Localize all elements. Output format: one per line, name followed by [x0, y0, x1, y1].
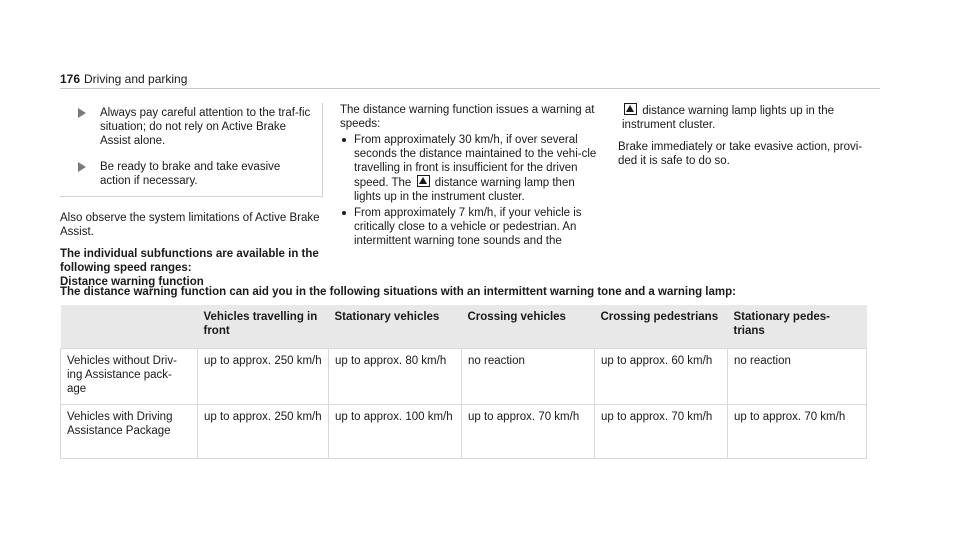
table-cell: up to approx. 70 km/h — [462, 405, 595, 459]
table-cell: no reaction — [462, 349, 595, 405]
table-header-cell: Crossing vehicles — [462, 305, 595, 349]
note-text: Always pay careful attention to the traf-fic situation; do not rely on Active Brake Assist alone. — [100, 107, 311, 147]
table-cell: up to approx. 80 km/h — [329, 349, 462, 405]
table-header-cell: Stationary pedes-trians — [728, 305, 867, 349]
table-header-cell: Vehicles travelling in front — [198, 305, 329, 349]
lamp-text-para — [618, 103, 880, 132]
list-item — [340, 206, 602, 248]
table-caption: The distance warning function can aid you in the following situations with an intermittent warning tone and a warning lamp: — [60, 286, 736, 298]
triangle-arrow-icon — [78, 162, 86, 172]
header-divider — [60, 88, 880, 89]
table-header-cell: Crossing pedestrians — [595, 305, 728, 349]
brake-text: Brake immediately or take evasive action, provi-ded it is safe to do so. — [618, 141, 863, 167]
table-cell: up to approx. 70 km/h — [595, 405, 728, 459]
lamp-text: distance warning lamp lights up in the instrument cluster. — [622, 105, 834, 131]
table-cell: Vehicles without Driv-ing Assistance pack-age — [61, 349, 198, 405]
triangle-arrow-icon — [78, 108, 86, 118]
table-header-row — [61, 305, 867, 349]
column-2 — [340, 103, 602, 250]
distance-warning-lamp-icon — [417, 175, 430, 187]
bullet-text: From approximately 30 km/h, if over several seconds the distance maintained to the vehi-cle travelling in front is insufficient for the driven speed. The — [354, 134, 597, 189]
distance-warning-lamp-icon — [624, 103, 637, 115]
table-cell: up to approx. 70 km/h — [728, 405, 867, 459]
observe-text: Also observe the system limitations of Active Brake Assist. — [60, 212, 320, 238]
section-title: Driving and parking — [84, 72, 188, 86]
table-cell: no reaction — [728, 349, 867, 405]
page-header — [60, 72, 880, 90]
table-header-cell: Stationary vehicles — [329, 305, 462, 349]
list-item — [340, 133, 602, 204]
bullet-text: From approximately 7 km/h, if your vehicle is critically close to a vehicle or pedestrian. An intermittent warning tone sounds and the — [354, 207, 582, 247]
safety-note-box — [60, 103, 323, 197]
table-row — [61, 405, 867, 459]
column-1 — [60, 103, 322, 289]
table-cell: up to approx. 100 km/h — [329, 405, 462, 459]
column-3 — [618, 103, 880, 168]
page-number: 176 — [60, 72, 81, 86]
note-item — [78, 106, 314, 148]
bullet-icon — [342, 138, 346, 142]
bullet-icon — [342, 211, 346, 215]
speed-conditions-list — [340, 133, 602, 248]
table-header-cell — [61, 305, 198, 349]
bullet-text-cont: distance warning lamp then lights up in the instrument cluster. — [354, 177, 575, 203]
distance-warning-heading: Distance warning function — [60, 276, 204, 288]
speed-range-table — [60, 305, 867, 459]
note-item — [78, 160, 314, 188]
table-cell: Vehicles with Driving Assistance Package — [61, 405, 198, 459]
table-cell: up to approx. 250 km/h — [198, 349, 329, 405]
subfunctions-heading: The individual subfunctions are available in the following speed ranges: — [60, 248, 319, 274]
intro-text: The distance warning function issues a warning at speeds: — [340, 104, 595, 130]
note-text: Be ready to brake and take evasive action if necessary. — [100, 161, 281, 187]
table-cell: up to approx. 250 km/h — [198, 405, 329, 459]
table-cell: up to approx. 60 km/h — [595, 349, 728, 405]
table-row — [61, 349, 867, 405]
